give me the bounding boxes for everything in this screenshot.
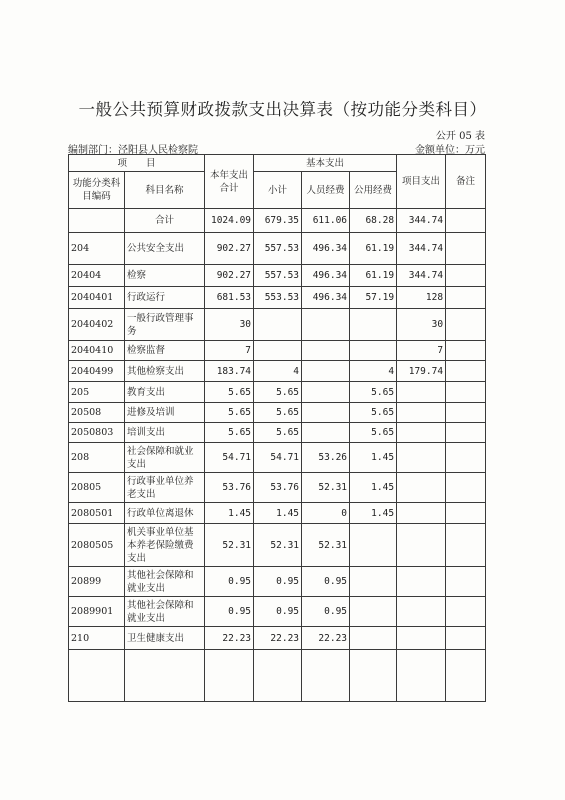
- cell-subtotal: 5.65: [254, 382, 302, 403]
- cell-subtotal: [254, 650, 302, 702]
- table-row: [69, 341, 486, 361]
- cell-personnel: 496.34: [302, 233, 350, 265]
- cell-code: 20805: [69, 473, 125, 503]
- table-row: [69, 503, 486, 524]
- cell-note: [446, 650, 486, 702]
- total-row: [69, 209, 486, 233]
- cell-code: [69, 209, 125, 233]
- cell-code: 2040401: [69, 287, 125, 309]
- cell-project: [397, 524, 446, 567]
- cell-personnel: 0.95: [302, 567, 350, 597]
- table-row: [69, 524, 486, 567]
- cell-code: 2089901: [69, 597, 125, 627]
- cell-personnel: 22.23: [302, 627, 350, 650]
- cell-note: [446, 524, 486, 567]
- cell-personnel: [302, 423, 350, 443]
- table-row: [69, 233, 486, 265]
- cell-name: 社会保障和就业支出: [125, 443, 205, 473]
- cell-public: [350, 627, 397, 650]
- cell-code: 20404: [69, 265, 125, 287]
- cell-project: [397, 423, 446, 443]
- cell-name: 行政运行: [125, 287, 205, 309]
- header-basic: 基本支出: [254, 155, 397, 172]
- cell-project: 30: [397, 309, 446, 341]
- table-row: [69, 567, 486, 597]
- cell-code: 2040410: [69, 341, 125, 361]
- cell-name: 行政事业单位养老支出: [125, 473, 205, 503]
- cell-subtotal: 553.53: [254, 287, 302, 309]
- cell-project: [397, 627, 446, 650]
- cell-public: 1.45: [350, 473, 397, 503]
- header-code: 功能分类科目编码: [69, 172, 125, 209]
- cell-subtotal: 557.53: [254, 233, 302, 265]
- cell-personnel: 0.95: [302, 597, 350, 627]
- cell-project: [397, 597, 446, 627]
- cell-total: 52.31: [205, 524, 254, 567]
- cell-subtotal: 52.31: [254, 524, 302, 567]
- cell-total: 1024.09: [205, 209, 254, 233]
- cell-subtotal: 679.35: [254, 209, 302, 233]
- cell-note: [446, 473, 486, 503]
- cell-note: [446, 209, 486, 233]
- cell-name: 检察监督: [125, 341, 205, 361]
- cell-subtotal: 53.76: [254, 473, 302, 503]
- header-personnel: 人员经费: [302, 172, 350, 209]
- cell-subtotal: 5.65: [254, 423, 302, 443]
- cell-project: 128: [397, 287, 446, 309]
- cell-subtotal: 0.95: [254, 597, 302, 627]
- cell-total: 902.27: [205, 233, 254, 265]
- cell-personnel: [302, 309, 350, 341]
- cell-note: [446, 567, 486, 597]
- cell-public: 5.65: [350, 403, 397, 423]
- cell-personnel: 496.34: [302, 265, 350, 287]
- cell-total: 53.76: [205, 473, 254, 503]
- cell-note: [446, 265, 486, 287]
- cell-code: 208: [69, 443, 125, 473]
- cell-note: [446, 423, 486, 443]
- form-number: 公开 05 表: [435, 131, 485, 142]
- cell-personnel: 496.34: [302, 287, 350, 309]
- cell-project: 344.74: [397, 209, 446, 233]
- cell-total: 902.27: [205, 265, 254, 287]
- table-row: [69, 423, 486, 443]
- cell-total: 5.65: [205, 403, 254, 423]
- cell-public: 5.65: [350, 382, 397, 403]
- header-subtotal: 小计: [254, 172, 302, 209]
- cell-name: 其他社会保障和就业支出: [125, 597, 205, 627]
- cell-personnel: 52.31: [302, 524, 350, 567]
- cell-personnel: 53.26: [302, 443, 350, 473]
- cell-name: 培训支出: [125, 423, 205, 443]
- cell-public: 1.45: [350, 503, 397, 524]
- report-title: 一般公共预算财政拨款支出决算表（按功能分类科目）: [78, 100, 487, 119]
- cell-note: [446, 341, 486, 361]
- cell-code: 2040499: [69, 361, 125, 382]
- cell-code: 20508: [69, 403, 125, 423]
- cell-name: 合计: [125, 209, 205, 233]
- cell-note: [446, 287, 486, 309]
- table-row: [69, 265, 486, 287]
- cell-code: [69, 650, 125, 702]
- table-row: [69, 597, 486, 627]
- cell-project: [397, 382, 446, 403]
- table-row: [69, 443, 486, 473]
- cell-project: [397, 567, 446, 597]
- table-row: [69, 361, 486, 382]
- cell-personnel: [302, 382, 350, 403]
- cell-personnel: 611.06: [302, 209, 350, 233]
- cell-code: 2040402: [69, 309, 125, 341]
- cell-subtotal: 22.23: [254, 627, 302, 650]
- header-item: 项 目: [69, 155, 205, 172]
- cell-personnel: [302, 341, 350, 361]
- table-row: [69, 309, 486, 341]
- cell-project: 344.74: [397, 233, 446, 265]
- cell-name: 其他检察支出: [125, 361, 205, 382]
- cell-name: 检察: [125, 265, 205, 287]
- table-row: [69, 382, 486, 403]
- cell-total: 681.53: [205, 287, 254, 309]
- cell-code: 2080501: [69, 503, 125, 524]
- cell-personnel: 0: [302, 503, 350, 524]
- cell-name: 卫生健康支出: [125, 627, 205, 650]
- cell-public: 57.19: [350, 287, 397, 309]
- cell-subtotal: 4: [254, 361, 302, 382]
- cell-name: 教育支出: [125, 382, 205, 403]
- table-row: [69, 287, 486, 309]
- cell-name: 进修及培训: [125, 403, 205, 423]
- table-row: [69, 627, 486, 650]
- cell-note: [446, 627, 486, 650]
- cell-name: 机关事业单位基本养老保险缴费支出: [125, 524, 205, 567]
- cell-code: 205: [69, 382, 125, 403]
- cell-total: 7: [205, 341, 254, 361]
- cell-name: [125, 650, 205, 702]
- cell-public: [350, 650, 397, 702]
- cell-public: [350, 567, 397, 597]
- cell-project: 344.74: [397, 265, 446, 287]
- cell-public: [350, 309, 397, 341]
- cell-public: 4: [350, 361, 397, 382]
- cell-code: 2050803: [69, 423, 125, 443]
- cell-project: [397, 473, 446, 503]
- cell-personnel: 52.31: [302, 473, 350, 503]
- cell-subtotal: 557.53: [254, 265, 302, 287]
- cell-note: [446, 443, 486, 473]
- amount-unit-label: 金额单位：万元: [415, 145, 485, 156]
- cell-public: 5.65: [350, 423, 397, 443]
- cell-code: 210: [69, 627, 125, 650]
- cell-note: [446, 382, 486, 403]
- cell-total: [205, 650, 254, 702]
- table-body: [69, 209, 486, 702]
- cell-project: 7: [397, 341, 446, 361]
- cell-personnel: [302, 403, 350, 423]
- cell-name: 一般行政管理事务: [125, 309, 205, 341]
- header-note: 备注: [446, 155, 486, 209]
- header-name: 科目名称: [125, 172, 205, 209]
- cell-project: [397, 443, 446, 473]
- cell-subtotal: 54.71: [254, 443, 302, 473]
- cell-subtotal: 1.45: [254, 503, 302, 524]
- cell-project: [397, 503, 446, 524]
- cell-name: 行政单位离退休: [125, 503, 205, 524]
- cell-total: 183.74: [205, 361, 254, 382]
- table-row: [69, 403, 486, 423]
- cell-project: [397, 403, 446, 423]
- cell-personnel: [302, 361, 350, 382]
- cell-note: [446, 403, 486, 423]
- cell-total: 1.45: [205, 503, 254, 524]
- cell-subtotal: [254, 341, 302, 361]
- cell-subtotal: [254, 309, 302, 341]
- cell-public: [350, 597, 397, 627]
- cell-total: 0.95: [205, 597, 254, 627]
- cell-total: 30: [205, 309, 254, 341]
- header-public: 公用经费: [350, 172, 397, 209]
- cell-project: 179.74: [397, 361, 446, 382]
- cell-code: 2080505: [69, 524, 125, 567]
- cell-note: [446, 503, 486, 524]
- cell-total: 5.65: [205, 423, 254, 443]
- expenditure-table: [68, 154, 486, 702]
- cell-total: 54.71: [205, 443, 254, 473]
- cell-name: 公共安全支出: [125, 233, 205, 265]
- cell-total: 0.95: [205, 567, 254, 597]
- table-row: [69, 650, 486, 702]
- department-label: 编制部门：泾阳县人民检察院: [68, 145, 198, 156]
- cell-note: [446, 233, 486, 265]
- cell-public: 68.28: [350, 209, 397, 233]
- cell-subtotal: 5.65: [254, 403, 302, 423]
- cell-public: 1.45: [350, 443, 397, 473]
- header-project: 项目支出: [397, 155, 446, 209]
- cell-total: 22.23: [205, 627, 254, 650]
- cell-name: 其他社会保障和就业支出: [125, 567, 205, 597]
- cell-total: 5.65: [205, 382, 254, 403]
- cell-public: [350, 341, 397, 361]
- cell-note: [446, 597, 486, 627]
- table-row: [69, 473, 486, 503]
- cell-public: 61.19: [350, 233, 397, 265]
- cell-note: [446, 361, 486, 382]
- cell-public: 61.19: [350, 265, 397, 287]
- header-total: 本年支出合计: [205, 155, 254, 209]
- cell-personnel: [302, 650, 350, 702]
- cell-public: [350, 524, 397, 567]
- cell-note: [446, 309, 486, 341]
- cell-subtotal: 0.95: [254, 567, 302, 597]
- cell-code: 204: [69, 233, 125, 265]
- cell-code: 20899: [69, 567, 125, 597]
- cell-project: [397, 650, 446, 702]
